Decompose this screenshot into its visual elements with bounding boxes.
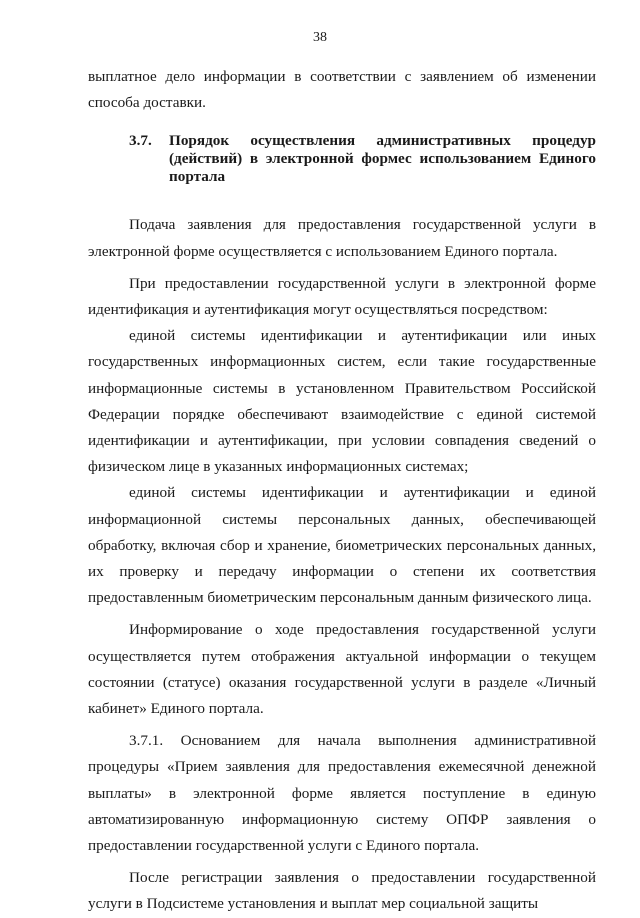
page-number: 38 <box>313 30 327 45</box>
paragraph-2: При предоставлении государственной услуги в электронной форме идентификация и аутентификация могут осуществляться посредством: <box>88 274 596 319</box>
intro-continuation: выплатное дело информации в соответствии с заявлением об изменении способа доставки. <box>88 68 596 112</box>
section-number: 3.7. <box>129 132 152 150</box>
section-heading <box>88 132 596 186</box>
document-body <box>88 64 596 918</box>
paragraph-6: 3.7.1. Основанием для начала выполнения административной процедуры «Прием заявления для предоставления ежемесячной денежной выплаты» в электронной форме является поступление в единую автоматизированную информационную систему ОПФР заявления о предоставлении государственной услуги с Единого портала. <box>88 732 596 855</box>
paragraph-7: После регистрации заявления о предоставлении государственной услуги в Подсистеме установления и выплат мер социальной защиты <box>88 869 596 913</box>
paragraph-4: единой системы идентификации и аутентификации и единой информационной системы персональных данных, обеспечивающей обработку, включая сбор и хранение, биометрических персональных данных, их проверку и передачу информации о степени их соответствия предоставленным биометрическим персональным данным физического лица. <box>88 484 596 607</box>
paragraph-1: Подача заявления для предоставления государственной услуги в электронной форме осуществляется с использованием Единого портала. <box>88 216 596 260</box>
paragraph-3: единой системы идентификации и аутентификации или иных государственных информационных систем, если такие государственные информационные системы в установленном Правительством Российской Федерации порядке обеспечивают взаимодействие с единой системой идентификации и аутентификации, при условии совпадения сведений о физическом лице в указанных информационных системах; <box>88 327 596 476</box>
paragraph-5: Информирование о ходе предоставления государственной услуги осуществляется путем отображения актуальной информации о текущем состоянии (статусе) оказания государственной услуги в разделе «Личный кабинет» Единого портала. <box>88 621 596 718</box>
section-title: Порядок осуществления административных процедур (действий) в электронной формес использованием Единого портала <box>169 132 596 186</box>
